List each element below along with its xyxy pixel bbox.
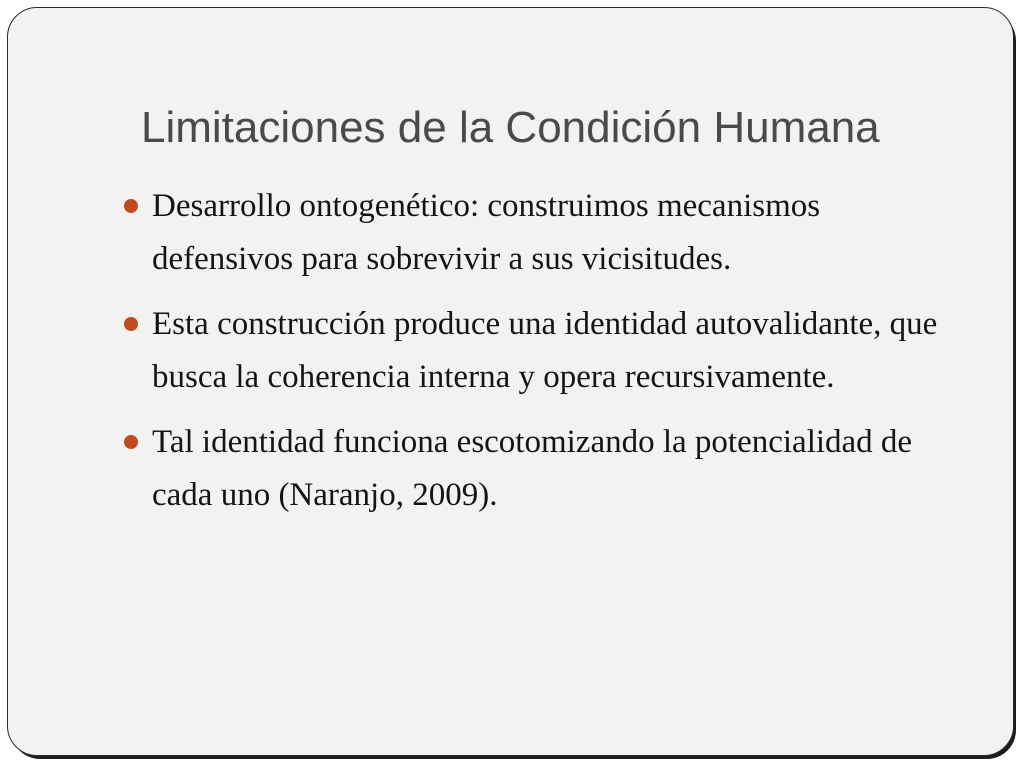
bullet-list xyxy=(152,180,952,534)
bullet-text: Esta construcción produce una identidad autovalidante, que busca la coherencia interna y opera recursivamente. xyxy=(152,306,938,395)
bullet-dot-icon xyxy=(124,317,138,331)
slide-frame xyxy=(7,7,1014,756)
bullet-dot-icon xyxy=(124,199,138,213)
bullet-item xyxy=(152,416,952,522)
bullet-text: Tal identidad funciona escotomizando la potencialidad de cada uno (Naranjo, 2009). xyxy=(152,424,913,513)
bullet-item xyxy=(152,298,952,404)
bullet-text: Desarrollo ontogenético: construimos mecanismos defensivos para sobrevivir a sus vicisitudes. xyxy=(152,188,821,277)
bullet-dot-icon xyxy=(124,435,138,449)
slide-title: Limitaciones de la Condición Humana xyxy=(141,103,880,152)
bullet-item xyxy=(152,180,952,286)
